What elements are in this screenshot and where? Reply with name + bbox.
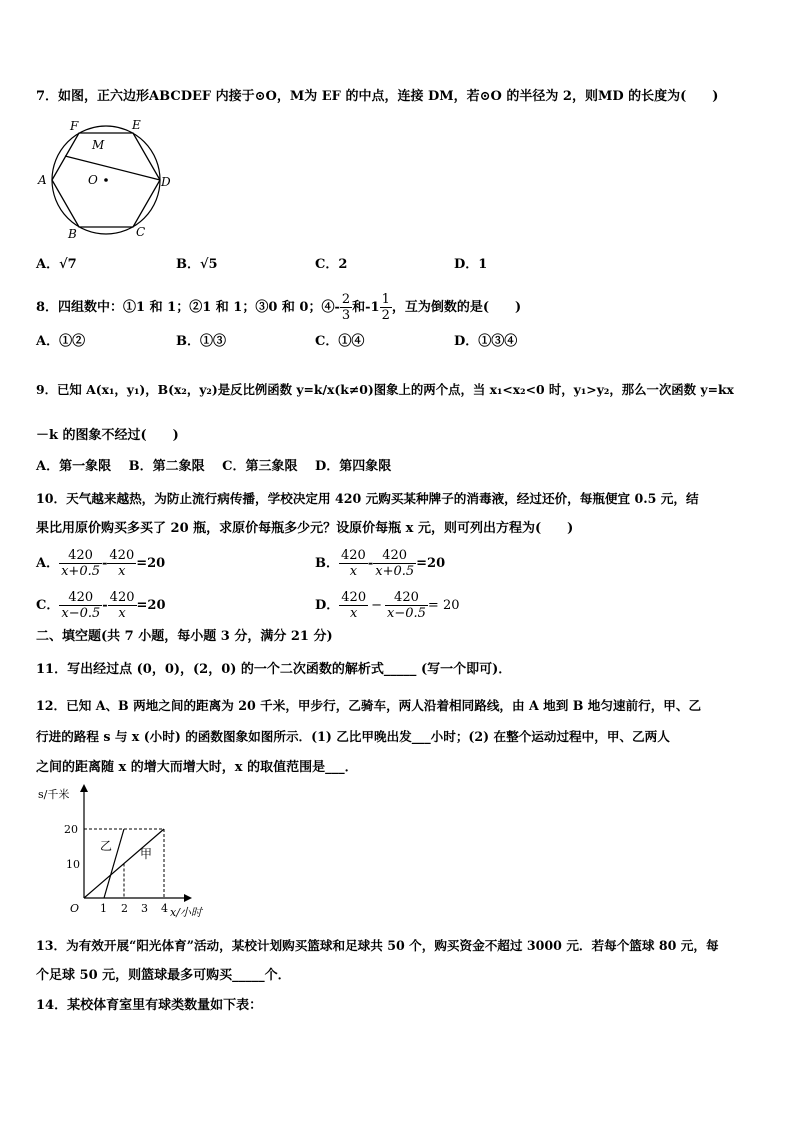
q10-a-n1: 420 xyxy=(59,548,102,564)
q8-f2-num: 1 xyxy=(381,292,390,307)
q10-d-rhs: = 20 xyxy=(427,598,460,613)
q12-distance-time-graph xyxy=(34,782,224,924)
q10-c-n2: 420 xyxy=(109,590,135,605)
q10-a-op: - xyxy=(102,556,108,571)
graph-ytick-10: 10 xyxy=(66,858,80,871)
q8-option-a: A．①② xyxy=(36,334,86,349)
q8-stem xyxy=(36,291,521,325)
q10-a-d1: x+0.5 xyxy=(61,564,100,579)
hexagon-circle-figure xyxy=(34,116,184,244)
label-c: C xyxy=(136,225,146,239)
q10-a-n2: 420 xyxy=(109,548,135,563)
graph-xtick-3: 3 xyxy=(141,902,148,915)
q8-stem-mid: 和-1 xyxy=(352,300,380,315)
q8-stem-post: ，互为倒数的是( ) xyxy=(391,300,522,315)
q10-c-d2: x xyxy=(118,606,126,621)
q10-d-n1: 420 xyxy=(341,590,367,605)
q10-line-1: 10．天气越来越热，为防止流行病传播，学校决定用 420 元购买某种牌子的消毒液，经过还价，每瓶便宜 0.5 元，结 xyxy=(36,491,699,506)
label-f: F xyxy=(70,119,79,133)
graph-ytick-20: 20 xyxy=(64,823,78,836)
q10-b-op: - xyxy=(367,556,374,571)
q7-option-c: C．2 xyxy=(315,257,348,272)
q10-option-b xyxy=(315,546,445,582)
q12-line-2: 行进的路程 s 与 x (小时) 的函数图象如图所示．(1) 乙比甲晚出发___小时；(2) 在整个运动过程中，甲、乙两人 xyxy=(36,729,670,744)
graph-label-jia: 甲 xyxy=(140,847,153,861)
q10-option-c xyxy=(36,588,165,624)
q10-d-n2: 420 xyxy=(385,590,428,606)
q10-d-frac-1 xyxy=(339,590,368,621)
q8-f2-den: 2 xyxy=(381,308,390,323)
graph-ylabel: s/千米 xyxy=(38,788,70,801)
q7-option-a: A．√7 xyxy=(36,257,77,272)
label-e: E xyxy=(132,118,141,132)
graph-label-yi: 乙 xyxy=(100,839,113,853)
q10-c-n1: 420 xyxy=(59,590,102,606)
q10-d-frac-2 xyxy=(385,590,428,621)
q10-b-d1: x xyxy=(349,564,358,579)
q10-b-label: B． xyxy=(315,556,339,571)
q10-option-a xyxy=(36,546,165,582)
label-a: A xyxy=(38,173,47,187)
q9-line-1: 9．已知 A(x₁，y₁)，B(x₂，y₂)是反比例函数 y=k/x(k≠0)图象上的两个点，当 x₁<x₂<0 时，y₁>y₂，那么一次函数 y=kx xyxy=(36,382,734,397)
q12-line-3: 之间的距离随 x 的增大而增大时，x 的取值范围是___． xyxy=(36,760,358,775)
label-o: O xyxy=(88,173,98,187)
q8-fraction-1 xyxy=(340,292,352,323)
q10-d-op: − xyxy=(371,598,383,613)
q13-line-2: 个足球 50 元，则篮球最多可购买_____个． xyxy=(36,968,291,983)
q10-a-label: A． xyxy=(36,556,60,571)
graph-xtick-4: 4 xyxy=(161,902,168,915)
q10-a-d2: x xyxy=(118,564,126,579)
q10-option-d xyxy=(315,588,460,624)
q10-c-label: C． xyxy=(36,598,60,613)
q8-option-d: D．①③④ xyxy=(454,334,518,349)
q14-stem: 14．某校体育室里有球类数量如下表： xyxy=(36,998,263,1013)
q10-c-frac-2 xyxy=(108,590,137,621)
q10-c-d1: x−0.5 xyxy=(61,606,101,621)
q10-b-d2: x+0.5 xyxy=(375,564,415,579)
q8-option-b: B．①③ xyxy=(176,334,226,349)
q8-f1-den: 3 xyxy=(341,308,351,323)
q10-a-frac-2 xyxy=(107,548,136,579)
q10-line-2: 果比用原价购买多买了 20 瓶，求原价每瓶多少元？设原价每瓶 x 元，则可列出方程为( ) xyxy=(36,521,574,536)
graph-xlabel: x/小时 xyxy=(170,906,202,919)
q9-line-2: －k 的图象不经过( ) xyxy=(36,428,179,443)
q7-option-d: D．1 xyxy=(454,257,488,272)
q10-b-n1: 420 xyxy=(341,548,366,563)
q10-b-frac-2 xyxy=(373,548,416,579)
q10-c-rhs: =20 xyxy=(136,598,166,613)
q8-stem-pre: 8．四组数中：①1 和 1；②1 和 1；③0 和 0；④- xyxy=(36,300,340,315)
q10-c-op: - xyxy=(102,598,108,613)
q10-d-d2: x−0.5 xyxy=(387,606,426,621)
graph-origin: O xyxy=(70,902,80,915)
q10-b-n2: 420 xyxy=(373,548,416,564)
q7-option-b: B．√5 xyxy=(176,257,218,272)
q12-line-1: 12．已知 A、B 两地之间的距离为 20 千米，甲步行，乙骑车，两人沿着相同路线，由 A 地到 B 地匀速前行，甲、乙 xyxy=(36,698,702,713)
q10-c-frac-1 xyxy=(59,590,102,621)
q8-f1-num: 2 xyxy=(341,292,351,307)
label-d: D xyxy=(161,175,171,189)
graph-xtick-1: 1 xyxy=(100,902,107,915)
q13-line-1: 13．为有效开展“阳光体育”活动，某校计划购买篮球和足球共 50 个，购买资金不超过 3000 元．若每个篮球 80 元，每 xyxy=(36,938,719,953)
label-b: B xyxy=(68,227,77,241)
q10-d-d1: x xyxy=(350,606,358,621)
q9-options: A．第一象限 B．第二象限 C．第三象限 D．第四象限 xyxy=(36,459,392,474)
graph-xtick-2: 2 xyxy=(121,902,128,915)
q10-b-rhs: =20 xyxy=(416,556,446,571)
q11-stem: 11．写出经过点 (0，0)，(2，0) 的一个二次函数的解析式_____ (写一个即可)． xyxy=(36,662,512,677)
q8-fraction-2 xyxy=(380,292,392,323)
label-m: M xyxy=(92,138,105,152)
q10-a-frac-1 xyxy=(59,548,102,579)
q8-option-c: C．①④ xyxy=(315,334,365,349)
q10-d-label: D． xyxy=(315,598,340,613)
q10-a-rhs: =20 xyxy=(136,556,166,571)
q7-stem: 7．如图，正六边形ABCDEF 内接于⊙O，M为 EF 的中点，连接 DM，若⊙O 的半径为 2，则MD 的长度为( ) xyxy=(36,89,719,104)
q10-b-frac-1 xyxy=(339,548,368,579)
section-title-fill-in: 二、填空题(共 7 小题，每小题 3 分，满分 21 分) xyxy=(36,629,333,644)
